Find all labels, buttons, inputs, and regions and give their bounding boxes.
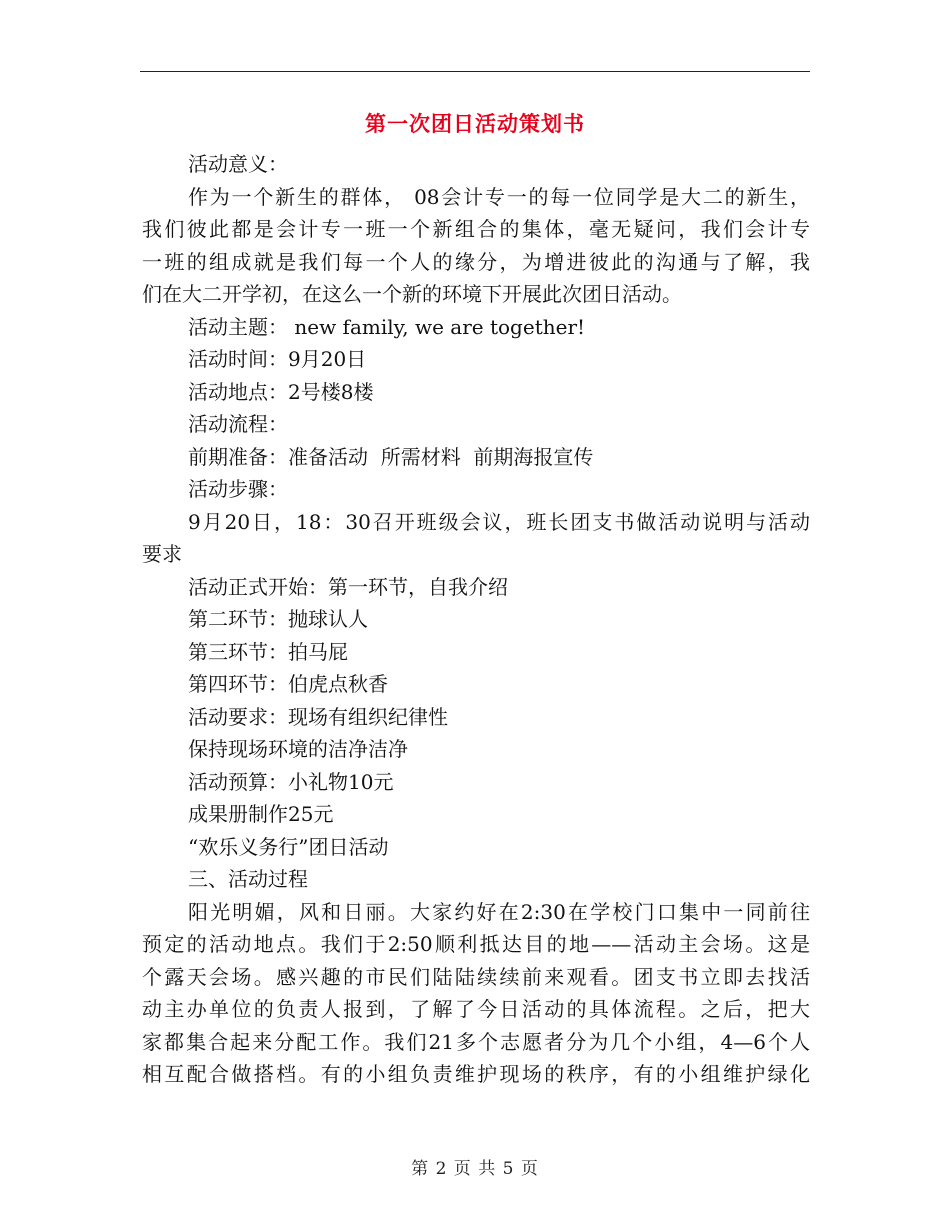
list-item: 活动预算：小礼物10元	[188, 769, 394, 794]
subsection-title: “欢乐义务行”团日活动	[188, 834, 389, 859]
activity-theme-line	[142, 311, 810, 344]
list-item: 第二环节：抛球认人	[188, 607, 368, 631]
list-item: 第三环节：拍马屁	[188, 639, 348, 664]
activity-theme-text: 活动主题： new family, we are together!	[188, 314, 586, 339]
document-title: 第一次团日活动策划书	[365, 112, 585, 136]
activity-location-line: 活动地点：2号楼8楼	[188, 379, 374, 404]
document-body	[142, 148, 810, 1091]
paragraph-line: 个露天会场。感兴趣的市民们陆陆续续前来观看。团支书立即去找活	[142, 964, 810, 989]
paragraph-line: 动主办单位的负责人报到，了解了今日活动的具体流程。之后，把大	[142, 997, 810, 1021]
activity-process-heading: 活动流程：	[188, 412, 288, 436]
paragraph-line: 们在大二开学初，在这么一个新的环境下开展此次团日活动。	[142, 282, 682, 306]
paragraph-line: 我们彼此都是会计专一班一个新组合的集体，毫无疑问，我们会计专	[142, 217, 810, 241]
paragraph-line: 作为一个新生的群体， 08会计专一的每一位同学是大二的新生，	[188, 184, 810, 209]
paragraph-line: 家都集合起来分配工作。我们21多个志愿者分为几个小组，4—6个人	[142, 1029, 810, 1054]
list-item: 活动正式开始：第一环节，自我介绍	[188, 574, 508, 599]
header-rule	[140, 71, 810, 72]
list-item: 活动要求：现场有组织纪律性	[188, 704, 448, 729]
list-item: 第四环节：伯虎点秋香	[188, 672, 388, 696]
paragraph-line: 相互配合做搭档。有的小组负责维护现场的秩序，有的小组维护绿化	[142, 1062, 810, 1086]
paragraph-line: 要求	[142, 542, 182, 566]
activity-time-line: 活动时间：9月20日	[188, 347, 367, 371]
list-item: 成果册制作25元	[188, 802, 334, 826]
list-item: 保持现场环境的洁净洁净	[188, 737, 408, 761]
paragraph-line: 预定的活动地点。我们于2:50顺利抵达目的地——活动主会场。这是	[142, 932, 810, 956]
activity-steps-heading: 活动步骤：	[188, 477, 288, 501]
paragraph-line: 一班的组成就是我们每一个人的缘分，为增进彼此的沟通与了解，我	[142, 249, 810, 274]
preparation-line: 前期准备：准备活动 所需材料 前期海报宣传	[188, 444, 594, 469]
paragraph-line: 9月20日，18：30召开班级会议，班长团支书做活动说明与活动	[188, 509, 810, 534]
section-heading: 活动意义：	[188, 152, 288, 176]
section-heading: 三、活动过程	[188, 867, 308, 891]
page-number: 第 2 页 共 5 页	[411, 1159, 539, 1179]
paragraph-line: 阳光明媚，风和日丽。大家约好在2:30在学校门口集中一同前往	[188, 899, 810, 924]
